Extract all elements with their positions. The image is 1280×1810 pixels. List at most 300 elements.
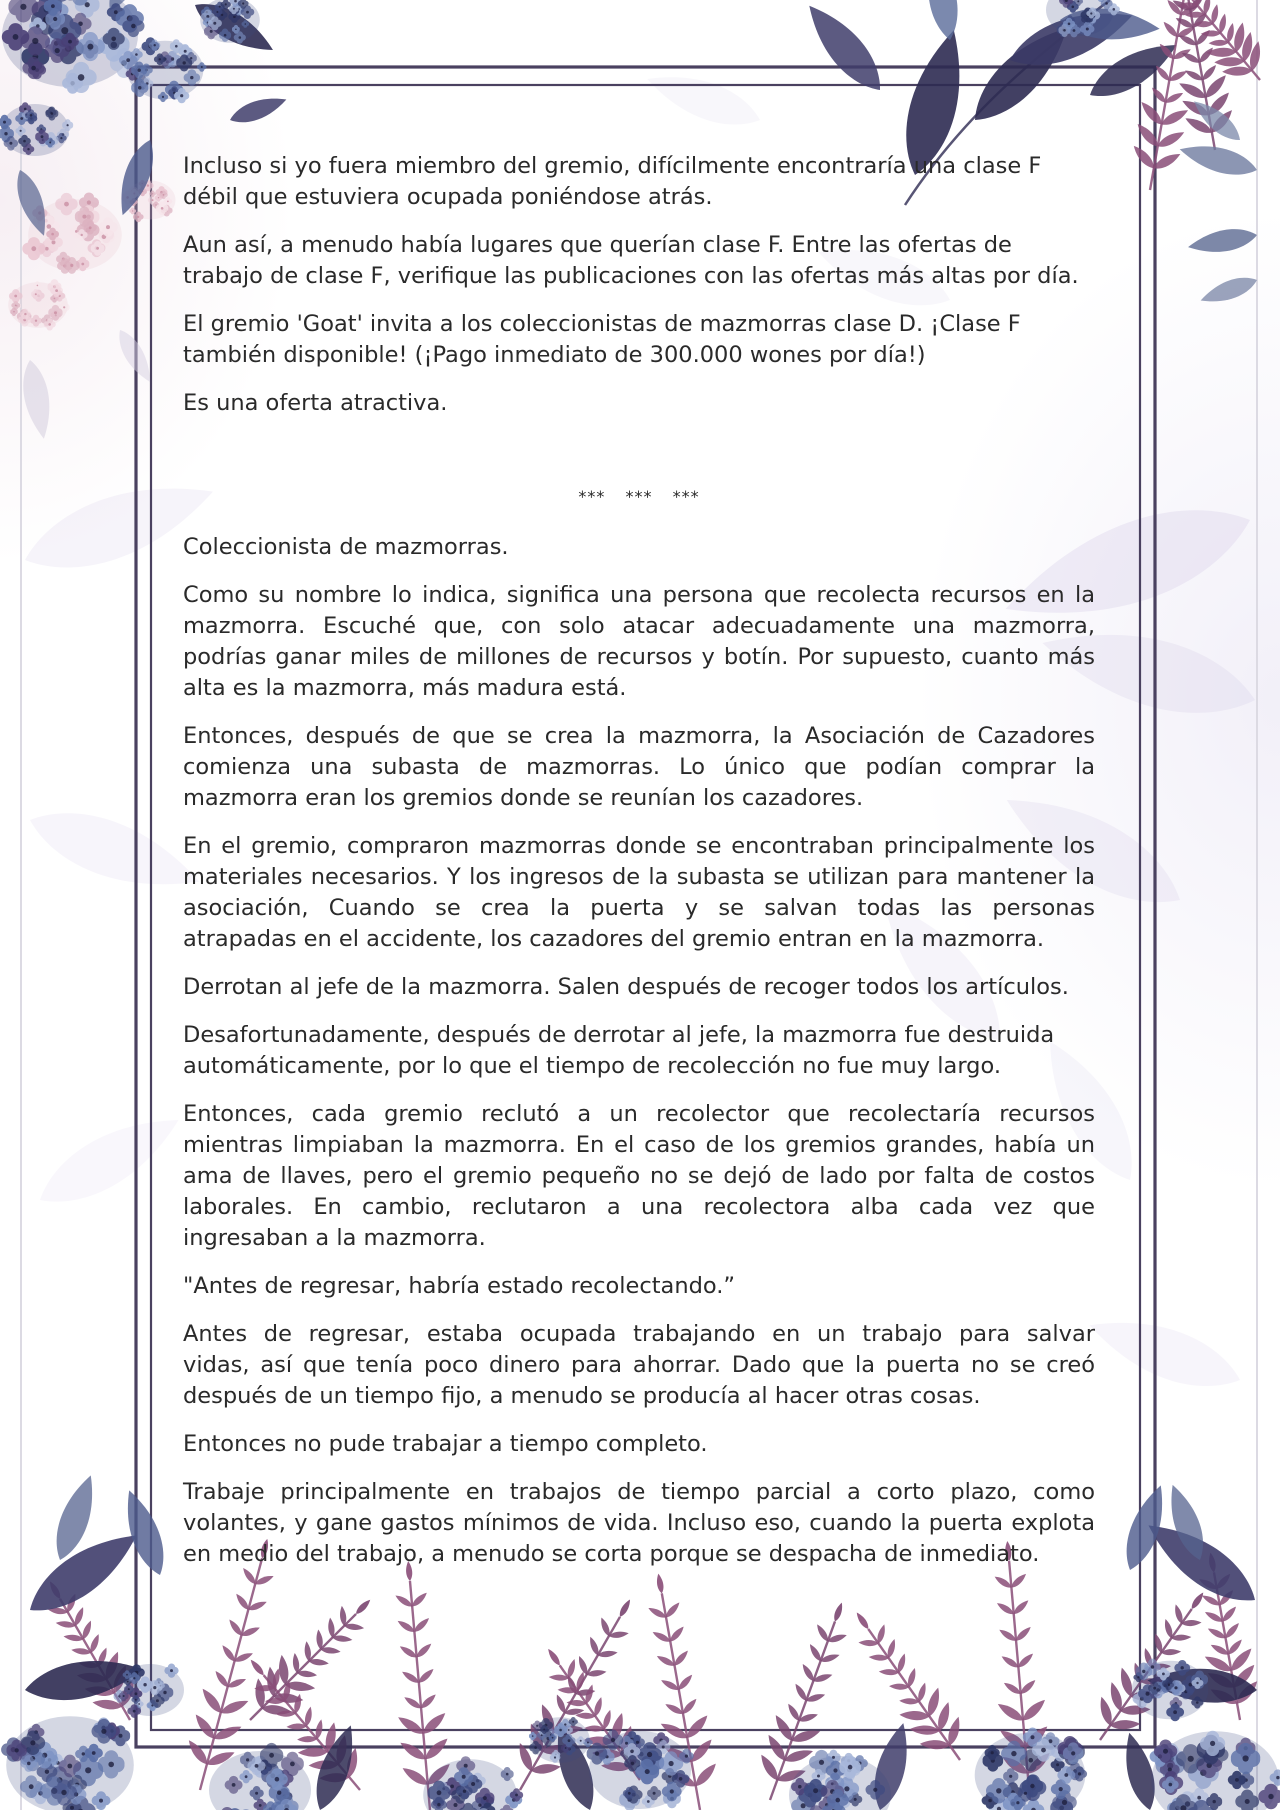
flower-center: [1072, 6, 1075, 9]
flower-center: [155, 204, 156, 205]
flower-center: [152, 199, 154, 201]
leaf-shape: [1012, 1598, 1031, 1616]
document-body: [183, 151, 1095, 1587]
flower-center: [1059, 1787, 1063, 1791]
paragraph: [183, 151, 1095, 213]
flower-center: [832, 1756, 835, 1759]
leaf-shape: [185, 1738, 210, 1767]
flower-center: [9, 142, 12, 145]
flower-center: [1181, 1666, 1184, 1669]
flower-center: [1031, 1735, 1035, 1739]
flower-center: [543, 1729, 545, 1731]
flower-center: [70, 264, 73, 267]
leaf-shape: [692, 1761, 719, 1789]
flower-center: [49, 142, 51, 144]
flower-center: [1196, 1701, 1199, 1704]
text-line: Derrotan al jefe de la mazmorra. Salen después de recoger todos los artículos.: [183, 974, 1069, 1000]
flower-center: [587, 1742, 589, 1744]
flower-center: [462, 1775, 466, 1779]
flower-center: [27, 148, 29, 150]
flower-center: [156, 1699, 159, 1702]
flower-center: [162, 96, 164, 98]
flower-center: [138, 86, 142, 90]
flower-center: [277, 1791, 281, 1795]
text-line: mientras limpiaban la mazmorra. En el caso de los gremios grandes, había un: [183, 1132, 1095, 1158]
paragraph: [183, 230, 1095, 292]
paragraph: [183, 1319, 1095, 1412]
flower-center: [532, 1735, 534, 1737]
fern-stem: [250, 1614, 356, 1720]
flower-center: [1245, 1799, 1250, 1804]
flower-center: [87, 44, 93, 50]
flower-center: [41, 135, 44, 138]
flower-center: [1213, 1800, 1216, 1803]
leaf-shape: [664, 1600, 682, 1619]
flower-center: [628, 1792, 631, 1795]
flower-center: [625, 1742, 628, 1745]
text-line: Entonces no pude trabajar a tiempo completo.: [183, 1431, 708, 1457]
flower-center: [844, 1786, 849, 1791]
flower-center: [833, 1768, 837, 1772]
leaf-shape: [1189, 1591, 1205, 1611]
flower-center: [817, 1775, 820, 1778]
paragraph: [183, 388, 1095, 419]
flower-center: [515, 1794, 518, 1797]
flower-center: [996, 1788, 1001, 1793]
flower-center: [99, 1799, 103, 1803]
text-line: alta es la mazmorra, más madura está.: [183, 675, 627, 701]
flower-center: [1105, 2, 1108, 5]
flower-center: [245, 1775, 248, 1778]
flower-center: [147, 184, 149, 186]
flower-center: [132, 210, 133, 211]
flower-center: [565, 1747, 567, 1749]
leaf-shape: [213, 1669, 230, 1689]
flower-center: [463, 1790, 466, 1793]
flower-center: [1024, 1792, 1027, 1795]
flower-center: [685, 1755, 688, 1758]
leaf-shape: [28, 1099, 191, 1221]
flower-center: [670, 1789, 674, 1793]
flower-center: [1011, 1751, 1016, 1756]
leaf-shape: [419, 1692, 438, 1710]
flower-center: [541, 1734, 543, 1736]
flower-center: [1174, 1686, 1177, 1689]
text-line: Incluso si yo fuera miembro del gremio, difícilmente encontraría una clase F: [183, 153, 1042, 179]
leaf-shape: [1081, 1303, 1248, 1403]
leaf-shape: [227, 91, 290, 129]
flower-cluster: [0, 102, 73, 156]
flower-center: [255, 1792, 258, 1795]
leaf-shape: [1226, 1637, 1244, 1656]
flower-center: [154, 44, 156, 46]
flower-center: [564, 1723, 566, 1725]
flower-center: [1063, 29, 1066, 32]
flower-center: [631, 1762, 634, 1765]
text-line: En el gremio, compraron mazmorras donde se encontraban principalmente los: [183, 833, 1095, 859]
flower-cluster: [975, 1727, 1087, 1810]
text-line: Como su nombre lo indica, significa una persona que recolecta recursos en la: [183, 582, 1095, 608]
flower-center: [4, 132, 7, 135]
flower-center: [991, 1751, 994, 1754]
flower-center: [854, 1798, 857, 1801]
flower-center: [96, 247, 99, 250]
flower-center: [1030, 1784, 1034, 1788]
text-line: mazmorra. Escuché que, con solo atacar adecuadamente una mazmorra,: [183, 613, 1095, 639]
flower-center: [1016, 1801, 1019, 1804]
flower-center: [568, 1739, 571, 1742]
leaf-shape: [1177, 138, 1261, 182]
flower-center: [506, 1773, 509, 1776]
flower-center: [572, 1721, 574, 1723]
leaf-shape: [420, 1710, 448, 1737]
flower-center: [53, 17, 57, 21]
leaf-shape: [1138, 99, 1165, 127]
leaf-shape: [234, 1592, 251, 1612]
flower-center: [1041, 1748, 1046, 1753]
text-line: atrapadas en el accidente, los cazadores del gremio entran en la mazmorra.: [183, 926, 1045, 952]
leaf-shape: [422, 1735, 450, 1762]
leaf-shape: [417, 1667, 436, 1685]
flower-center: [133, 1677, 135, 1679]
flower-center: [51, 4, 55, 8]
flower-center: [151, 1704, 153, 1706]
flower-center: [133, 1710, 136, 1713]
flower-center: [60, 137, 62, 139]
flower-center: [52, 240, 56, 244]
flower-center: [161, 207, 164, 210]
leaf-shape: [1161, 20, 1179, 39]
flower-center: [158, 197, 159, 198]
flower-center: [131, 24, 136, 29]
leaf-shape: [677, 1673, 695, 1692]
flower-center: [78, 74, 85, 81]
flower-center: [23, 140, 26, 143]
leaf-shape: [1016, 1651, 1035, 1669]
flower-center: [679, 1777, 683, 1781]
leaf-shape: [1200, 63, 1218, 82]
flower-center: [135, 53, 138, 56]
paragraph: [183, 1020, 1095, 1082]
leaf-shape: [546, 1647, 562, 1667]
flower-center: [246, 11, 249, 14]
flower-center: [111, 37, 116, 42]
flower-center: [48, 323, 51, 326]
flower-center: [848, 1765, 853, 1770]
flower-center: [1078, 1772, 1081, 1775]
flower-center: [246, 1758, 249, 1761]
flower-cluster: [126, 37, 207, 103]
leaf-shape: [1020, 1697, 1048, 1724]
flower-center: [552, 1737, 554, 1739]
flower-center: [85, 1767, 91, 1773]
flower-center: [1062, 1800, 1067, 1805]
flower-center: [201, 66, 203, 68]
leaf-shape: [1222, 66, 1252, 76]
leaf-shape: [681, 1697, 699, 1716]
text-line: después de un tiempo fijo, a menudo se producía al hacer otras cosas.: [183, 1383, 981, 1409]
flower-center: [67, 1764, 72, 1769]
flower-center: [1168, 1684, 1170, 1686]
flower-center: [259, 1804, 262, 1807]
text-line: Es una oferta atractiva.: [183, 390, 448, 416]
flower-center: [1086, 28, 1089, 31]
flower-center: [51, 112, 54, 115]
flower-center: [138, 69, 141, 72]
leaf-shape: [248, 1658, 265, 1677]
flower-center: [1137, 1676, 1139, 1678]
text-line: laborales. En cambio, reclutaron a una recolectora alba cada vez que: [183, 1194, 1095, 1220]
flower-center: [611, 1738, 615, 1742]
leaf-shape: [1214, 57, 1244, 67]
flower-center: [24, 108, 27, 111]
leaf-shape: [415, 1641, 434, 1659]
flower-center: [1151, 1665, 1154, 1668]
text-line: Entonces, después de que se crea la mazmorra, la Asociación de Cazadores: [183, 723, 1095, 749]
flower-cluster: [2, 0, 145, 94]
flower-center: [242, 2, 244, 4]
flower-center: [31, 246, 36, 251]
flower-center: [153, 1686, 156, 1689]
flower-center: [255, 1764, 259, 1768]
flower-center: [669, 1761, 674, 1766]
leaf-shape: [1186, 225, 1259, 258]
leaf-shape: [672, 1649, 690, 1668]
flower-center: [1064, 1773, 1068, 1777]
text-line: en medio del trabajo, a menudo se corta porque se despacha de inmediato.: [183, 1541, 1040, 1567]
flower-center: [106, 225, 110, 229]
flower-center: [180, 94, 183, 97]
paragraph: [183, 721, 1095, 814]
flower-center: [82, 1752, 85, 1755]
leaf-shape: [21, 794, 209, 907]
text-line: débil que estuviera ocupada poniéndose atrás.: [183, 184, 713, 210]
flower-center: [61, 1790, 66, 1795]
text-line: Aun así, a menudo había lugares que querían clase F. Entre las ofertas de: [183, 232, 1012, 258]
flower-center: [568, 1729, 570, 1731]
flower-center: [14, 295, 17, 298]
flower-center: [167, 201, 169, 203]
flower-center: [108, 1762, 114, 1768]
flower-center: [143, 1683, 146, 1686]
flower-center: [450, 1785, 454, 1789]
text-line: "Antes de regresar, habría estado recolectando.”: [183, 1273, 736, 1299]
text-line: Coleccionista de mazmorras.: [183, 534, 509, 560]
paragraph: [183, 972, 1095, 1003]
text-line: Entonces, cada gremio reclutó a un recolector que recolectaría recursos: [183, 1101, 1095, 1127]
flower-center: [163, 1691, 166, 1694]
paragraph: [183, 1271, 1095, 1302]
paragraph: [183, 309, 1095, 371]
flower-center: [1243, 1755, 1249, 1761]
leaf-shape: [1134, 121, 1161, 149]
flower-center: [819, 1760, 824, 1765]
flower-center: [1146, 1692, 1150, 1696]
flower-center: [1210, 1741, 1215, 1746]
flower-center: [89, 226, 92, 229]
leaf-shape: [1220, 1605, 1238, 1624]
leaf-shape: [199, 1686, 224, 1715]
leaf-shape: [1198, 271, 1261, 309]
flower-center: [233, 8, 235, 10]
flower-center: [54, 311, 57, 314]
text-line: podrías ganar miles de millones de recursos y botín. Por supuesto, cuanto más: [183, 644, 1095, 670]
flower-center: [1068, 23, 1071, 26]
leaf-shape: [668, 1625, 686, 1644]
leaf-shape: [116, 1486, 172, 1580]
flower-center: [51, 233, 54, 236]
leaf-shape: [1014, 1625, 1033, 1643]
text-line: automáticamente, por lo que el tiempo de recolección no fue muy largo.: [183, 1053, 1001, 1079]
flower-center: [1056, 1763, 1059, 1766]
flower-center: [190, 76, 193, 79]
flower-center: [13, 311, 15, 313]
leaf-shape: [227, 1618, 244, 1638]
flower-center: [1169, 1783, 1173, 1787]
text-line: también disponible! (¡Pago inmediato de 300.000 wones por día!): [183, 342, 926, 368]
flower-center: [213, 22, 216, 25]
text-line: materiales necesarios. Y los ingresos de la subasta se utilizan para mantener la: [183, 864, 1095, 890]
text-line: El gremio 'Goat' invita a los coleccionistas de mazmorras clase D. ¡Clase F: [183, 311, 1021, 337]
leaf-shape: [1019, 1678, 1038, 1696]
flower-center: [35, 293, 37, 295]
flower-center: [988, 1799, 992, 1803]
flower-center: [1077, 0, 1079, 2]
flower-center: [87, 200, 91, 204]
flower-center: [1162, 1673, 1165, 1676]
paragraph: [183, 1429, 1095, 1460]
flower-center: [159, 58, 161, 60]
flower-center: [135, 1692, 138, 1695]
flower-center: [138, 1703, 140, 1705]
flower-center: [1173, 1710, 1177, 1714]
flower-center: [219, 6, 221, 8]
flower-center: [478, 1804, 481, 1807]
flower-center: [81, 234, 83, 236]
leaf-shape: [1150, 86, 1168, 105]
flower-center: [127, 1681, 129, 1683]
flower-center: [30, 114, 33, 117]
flower-center: [662, 1746, 665, 1749]
flower-center: [630, 1750, 634, 1754]
flower-center: [29, 1784, 34, 1789]
flower-center: [235, 29, 237, 31]
leaf-shape: [641, 62, 766, 137]
text-line: ama de llaves, pero el gremio pequeño no se dejó de lado por falta de costos: [183, 1163, 1095, 1189]
flower-center: [20, 130, 22, 132]
flower-center: [47, 224, 52, 229]
leaf-shape: [18, 358, 56, 441]
flower-cluster: [1150, 1731, 1280, 1810]
flower-center: [45, 1770, 49, 1774]
flower-center: [1163, 1749, 1168, 1754]
leaf-shape: [854, 1611, 870, 1631]
flower-center: [1073, 29, 1076, 32]
flower-center: [163, 194, 165, 196]
section-break: *** *** ***: [578, 487, 700, 506]
flower-center: [580, 1740, 582, 1742]
flower-center: [20, 4, 26, 10]
flower-center: [126, 1674, 128, 1676]
flower-center: [1188, 1756, 1194, 1762]
leaf-shape: [19, 1519, 148, 1626]
flower-center: [183, 61, 186, 64]
flower-center: [128, 1688, 130, 1690]
leaf-shape: [354, 1598, 372, 1616]
flower-center: [269, 1753, 274, 1758]
flower-center: [3, 121, 6, 124]
leaf-shape: [617, 1598, 632, 1618]
flower-center: [471, 1782, 475, 1786]
flower-center: [290, 1762, 295, 1767]
flower-center: [1071, 1751, 1075, 1755]
flower-center: [68, 40, 72, 44]
flower-center: [836, 1798, 841, 1803]
flower-center: [55, 289, 58, 292]
flower-center: [114, 10, 118, 14]
flower-center: [1142, 1670, 1145, 1673]
text-line: volantes, y gane gastos mínimos de vida. Incluso eso, cuando la puerta explota: [183, 1510, 1095, 1536]
flower-center: [61, 27, 68, 34]
flower-center: [37, 285, 39, 287]
text-line: comienza una subasta de mazmorras. Lo único que podían comprar la: [183, 754, 1095, 780]
flower-center: [798, 1785, 802, 1789]
flower-cluster: [8, 279, 69, 330]
flower-center: [645, 1769, 650, 1774]
flower-center: [437, 1803, 440, 1806]
leaf-shape: [1130, 143, 1157, 171]
leaf-shape: [921, 0, 963, 42]
flower-center: [873, 1788, 877, 1792]
flower-center: [1113, 8, 1116, 11]
flower-center: [101, 1729, 106, 1734]
flower-center: [275, 1777, 280, 1782]
flower-center: [45, 247, 49, 251]
flower-center: [554, 1756, 556, 1758]
flower-center: [15, 1748, 19, 1752]
text-line: Desafortunadamente, después de derrotar al jefe, la mazmorra fue destruida: [183, 1022, 1055, 1048]
flower-center: [1197, 1796, 1201, 1800]
leaf-shape: [412, 1616, 431, 1634]
flower-center: [647, 1752, 652, 1757]
text-line: ingresaban a la mazmorra.: [183, 1225, 486, 1251]
flower-center: [13, 34, 19, 40]
flower-center: [239, 36, 242, 39]
flower-center: [64, 202, 69, 207]
text-line: Antes de regresar, estaba ocupada trabajando en un trabajo para salvar: [183, 1321, 1095, 1347]
leaf-shape: [220, 1643, 237, 1663]
leaf-shape: [1117, 1481, 1173, 1575]
leaf-shape: [192, 1712, 217, 1741]
fern-stem: [868, 1629, 960, 1760]
leaf-shape: [688, 1737, 715, 1765]
flower-center: [536, 1725, 538, 1727]
flower-center: [24, 313, 26, 315]
flower-center: [813, 1788, 818, 1793]
leaf-shape: [1223, 1621, 1241, 1640]
flower-center: [184, 50, 187, 53]
flower-center: [1009, 1775, 1012, 1778]
flower-center: [15, 305, 17, 307]
paragraph: [183, 1099, 1095, 1254]
flower-center: [636, 1741, 639, 1744]
flower-center: [1235, 1778, 1239, 1782]
flower-center: [224, 34, 227, 37]
flower-center: [63, 306, 65, 308]
flower-center: [595, 1752, 599, 1756]
flower-center: [55, 48, 60, 53]
flower-center: [35, 320, 37, 322]
